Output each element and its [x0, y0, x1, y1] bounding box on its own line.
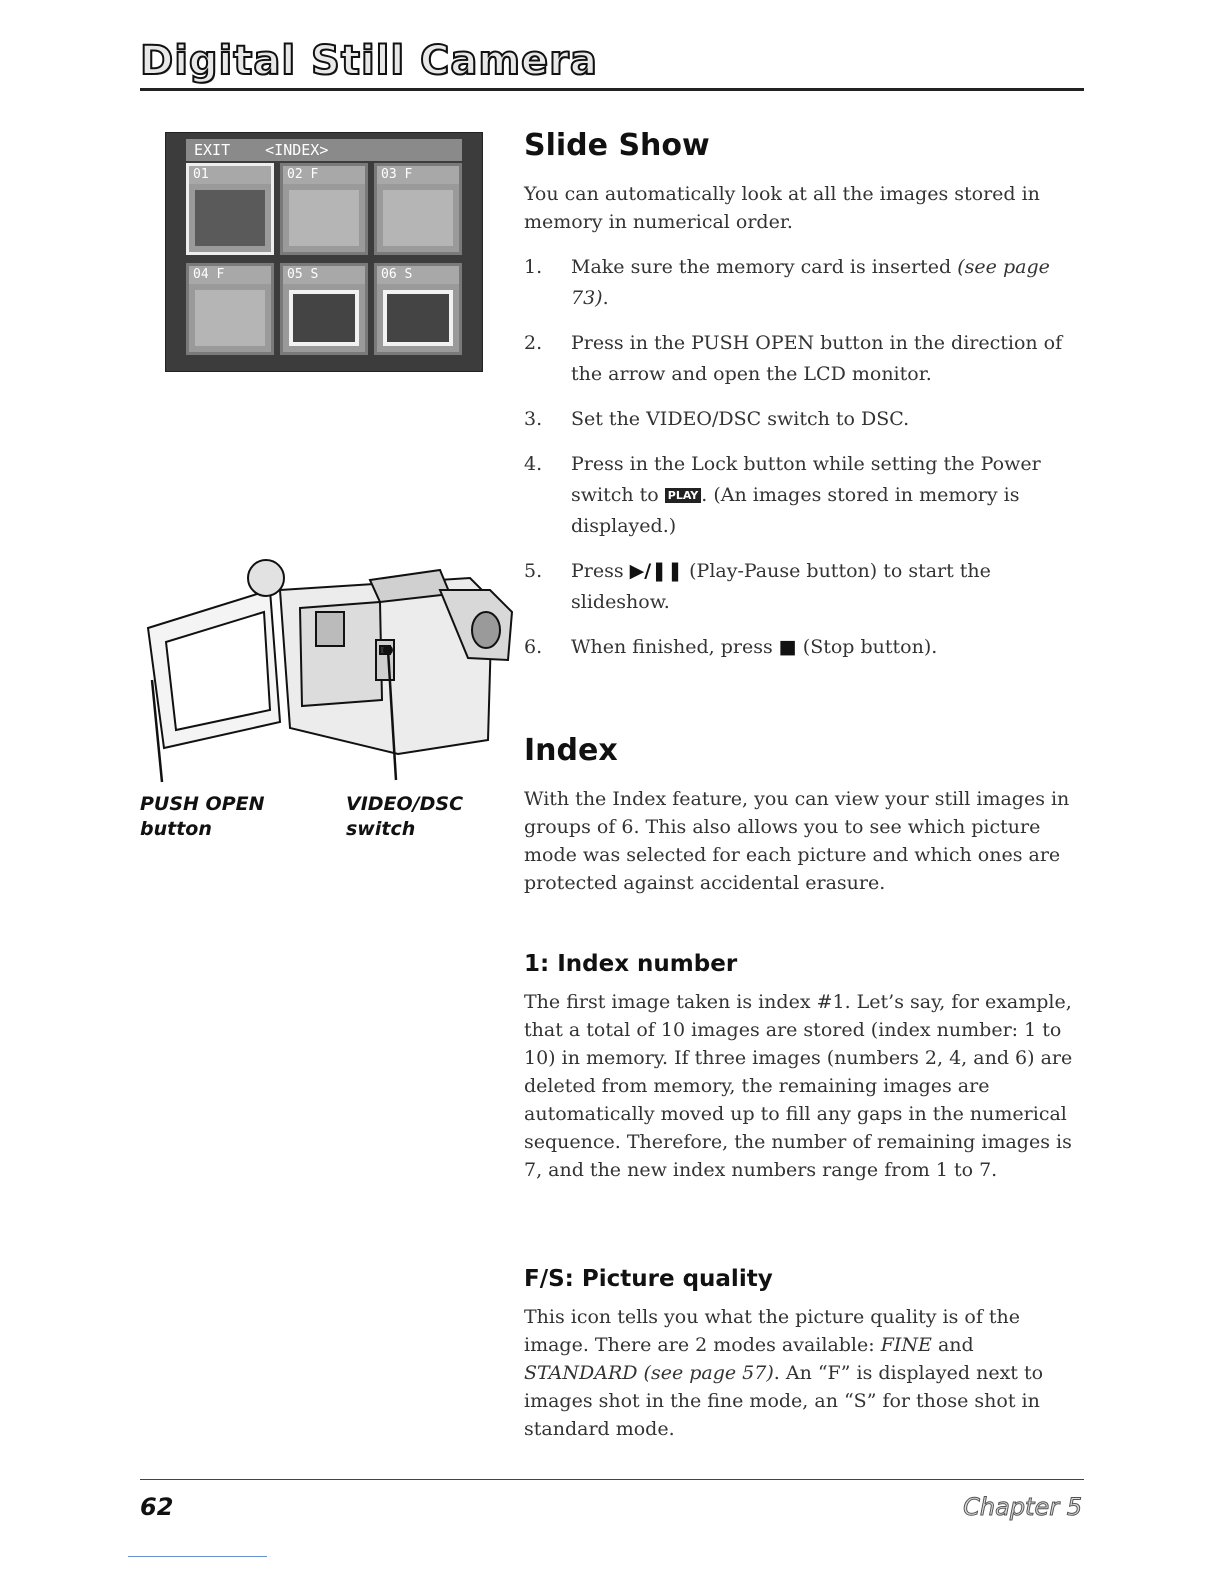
thumb-label: 02 F — [283, 166, 365, 184]
step-item — [524, 404, 1089, 435]
chapter-label: Chapter 5 — [963, 1493, 1082, 1521]
standard-mode-term: STANDARD — [524, 1362, 638, 1384]
slide-show-heading: Slide Show — [524, 128, 710, 163]
caption-line: switch — [346, 818, 416, 840]
play-pause-icon: ▶/❚❚ — [629, 560, 684, 582]
caption-line: VIDEO/DSC — [346, 793, 464, 815]
thumb-label: 05 S — [283, 266, 365, 284]
step-text: When finished, press — [571, 636, 773, 658]
thumb-picture — [195, 190, 265, 246]
index-screen-bar — [186, 139, 462, 161]
step-number: 1. — [524, 256, 543, 278]
step-text: Press in the PUSH OPEN button in the direction of the arrow and open the LCD monitor. — [571, 332, 1063, 385]
thumb-label: 04 F — [189, 266, 271, 284]
step-item — [524, 556, 1089, 618]
step-text: Make sure the memory card is inserted — [571, 256, 952, 278]
index-thumb — [280, 163, 368, 255]
page-header-title: Digital Still Camera — [140, 38, 598, 84]
slide-show-intro: You can automatically look at all the images stored in memory in numerical order. — [524, 183, 1040, 233]
step-text-end: . — [602, 287, 609, 309]
slide-show-steps — [524, 252, 1089, 677]
index-exit-label: EXIT — [194, 141, 231, 159]
index-screen-image — [165, 132, 483, 372]
step-number: 2. — [524, 332, 543, 354]
index-thumb — [186, 163, 274, 255]
step-item — [524, 328, 1089, 390]
step-text: Press — [571, 560, 624, 582]
index-number-heading: 1: Index number — [524, 951, 738, 977]
thumb-picture — [383, 190, 453, 246]
thumb-label: 01 — [189, 166, 271, 184]
index-body: With the Index feature, you can view your still images in groups of 6. This also allows you to see which picture mode was selected for each picture and which ones are protected against accidental erasure. — [524, 788, 1070, 894]
page-reference: (see page 73) — [571, 256, 1050, 309]
index-thumb — [374, 163, 462, 255]
step-number: 5. — [524, 560, 543, 582]
caption-line: PUSH OPEN — [140, 793, 265, 815]
step-text: (Play-Pause button) to start the slideshow. — [571, 560, 991, 613]
step-number: 6. — [524, 636, 543, 658]
bottom-underline — [128, 1556, 267, 1557]
thumb-label: 06 S — [377, 266, 459, 284]
thumb-picture — [289, 290, 359, 346]
step-item — [524, 632, 1089, 663]
index-title-label: <INDEX> — [265, 141, 329, 159]
fine-mode-term: FINE — [880, 1334, 932, 1356]
pq-text: and — [937, 1334, 974, 1356]
play-mode-icon: PLAY — [665, 488, 702, 503]
camcorder-illustration — [140, 550, 520, 785]
push-open-caption — [140, 792, 265, 842]
step-text: . (An images stored in memory is displayed.) — [571, 484, 1020, 537]
index-number-body: The first image taken is index #1. Let’s say, for example, that a total of 10 images are stored (index number: 1 to 10) in memory. If three images (numbers 2, 4, and 6) are deleted from memory, the remaining images are automatically moved up to fill any gaps in the numerical sequence. Therefore, the number of remaining images is 7, and the new index numbers range from 1 to 7. — [524, 991, 1073, 1181]
header-rule — [140, 88, 1084, 91]
step-text: (Stop button). — [802, 636, 938, 658]
index-thumb — [280, 263, 368, 355]
pq-text: . An “F” is displayed next to images shot in the fine mode, an “S” for those shot in standard mode. — [524, 1362, 1044, 1440]
caption-line: button — [140, 818, 212, 840]
video-dsc-caption — [346, 792, 463, 842]
thumb-label: 03 F — [377, 166, 459, 184]
thumb-picture — [383, 290, 453, 346]
footer-rule — [140, 1479, 1084, 1480]
step-number: 3. — [524, 408, 543, 430]
step-text: Press in the Lock button while setting the Power switch to — [571, 453, 1041, 506]
pq-text: This icon tells you what the picture quality is of the image. There are 2 modes available: — [524, 1306, 1021, 1356]
step-item — [524, 449, 1089, 542]
thumb-picture — [195, 290, 265, 346]
index-thumb — [186, 263, 274, 355]
step-item — [524, 252, 1089, 314]
page-number: 62 — [140, 1493, 174, 1521]
page-reference: (see page 57) — [643, 1362, 774, 1384]
index-heading: Index — [524, 733, 618, 768]
step-text: Set the VIDEO/DSC switch to DSC. — [571, 408, 910, 430]
index-thumb — [374, 263, 462, 355]
thumb-picture — [289, 190, 359, 246]
step-number: 4. — [524, 453, 543, 475]
picture-quality-body — [524, 1303, 1089, 1443]
stop-icon: ■ — [778, 636, 797, 658]
picture-quality-heading: F/S: Picture quality — [524, 1266, 773, 1292]
